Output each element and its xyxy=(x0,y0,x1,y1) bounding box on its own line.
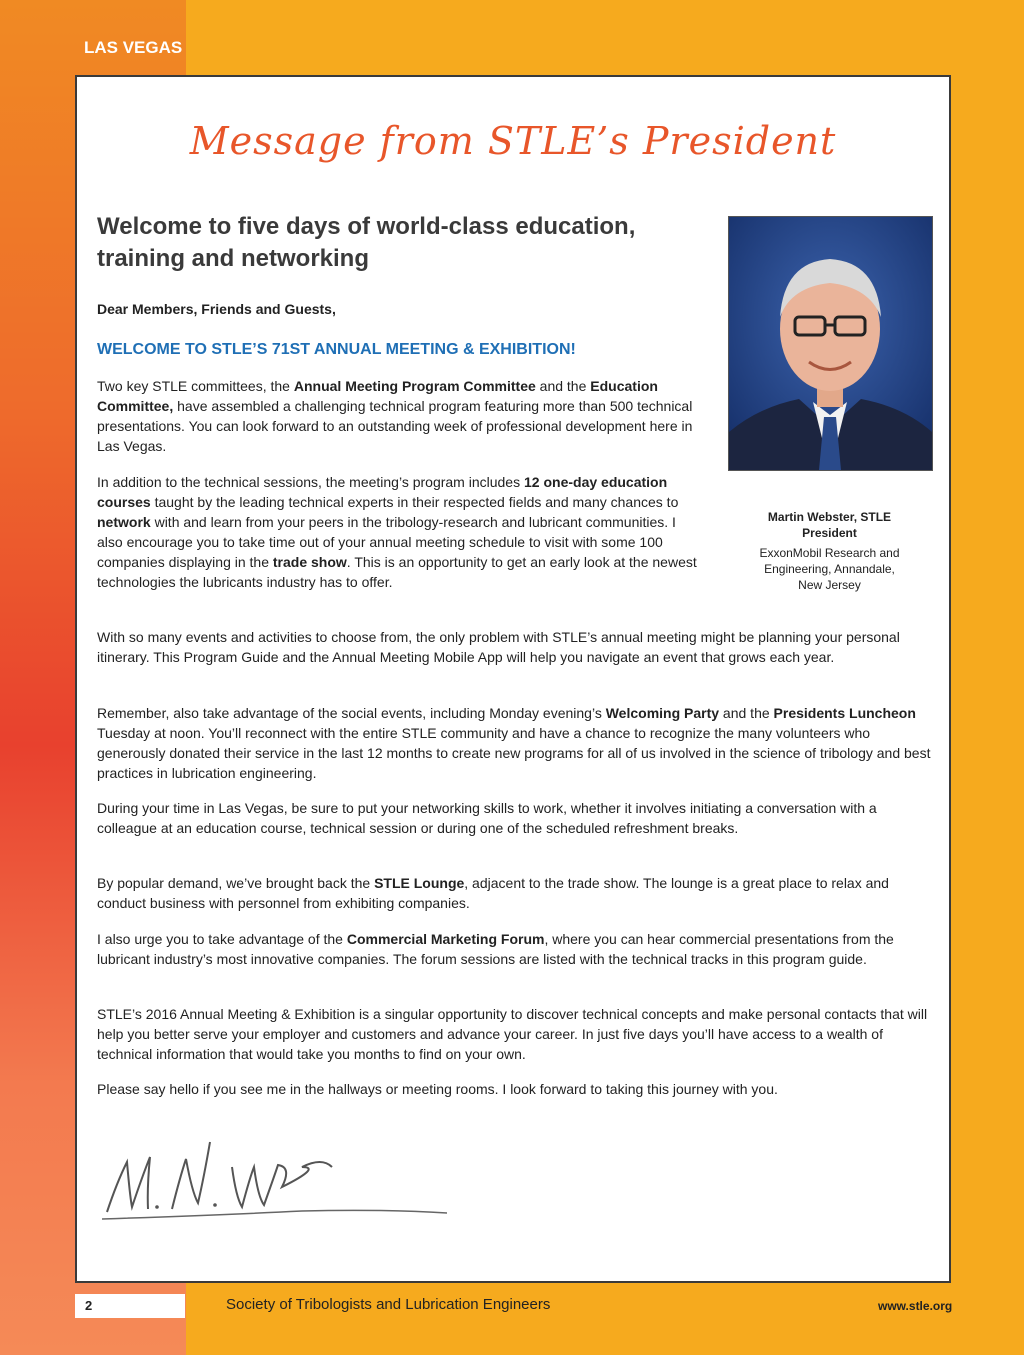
headline-line-1: Welcome to five days of world-class education, xyxy=(97,213,636,240)
salutation: Dear Members, Friends and Guests, xyxy=(97,301,336,317)
paragraph-5: During your time in Las Vegas, be sure to put your networking skills to work, whether it involves initiating a conversation with a colleague at an education course, technical session or during one of the scheduled refreshment breaks. xyxy=(97,800,877,836)
signature xyxy=(102,1137,482,1247)
headline-line-2: training and networking xyxy=(97,245,370,272)
caption-affiliation: ExxonMobil Research and Engineering, Annandale, New Jersey xyxy=(759,546,900,592)
paragraph-3: With so many events and activities to choose from, the only problem with STLE’s annual meeting might be planning your personal itinerary. This Program Guide and the Annual Meeting Mobile App will help you navigate an event that grows each year. xyxy=(97,629,900,665)
caption-name: Martin Webster, STLE xyxy=(767,510,892,524)
paragraph-7: I also urge you to take advantage of the Commercial Marketing Forum, where you can hear commercial presentations from the lubricant industry’s most innovative companies. The forum sessions are listed with the technical tracks in this program guide. xyxy=(97,931,894,967)
photo-caption xyxy=(728,509,931,593)
page-number: 2 xyxy=(75,1294,185,1318)
president-photo xyxy=(728,216,933,471)
paragraph-4: Remember, also take advantage of the social events, including Monday evening’s Welcoming Party and the Presidents Luncheon Tuesday at noon. You’ll reconnect with the entire STLE community and have a chance to recognize the many volunteers who generously donated their service in the last 12 months to create new programs for all of us involved in the science of tribology and best practices in lubrication engineering. xyxy=(97,705,931,781)
headline xyxy=(97,211,717,275)
page-title: Message from STLE’s President xyxy=(189,119,837,163)
footer-url[interactable]: www.stle.org xyxy=(878,1299,953,1313)
caption-role: President xyxy=(802,526,857,540)
content-panel xyxy=(75,75,951,1283)
paragraph-9: Please say hello if you see me in the hallways or meeting rooms. I look forward to taking this journey with you. xyxy=(97,1081,778,1097)
paragraph-8: STLE’s 2016 Annual Meeting & Exhibition is a singular opportunity to discover technical concepts and make personal contacts that will help you better serve your employer and customers and advance your career. In just five days you’ll have access to a wealth of technical information that would take you months to find on your own. xyxy=(97,1006,928,1062)
paragraph-2: In addition to the technical sessions, the meeting’s program includes 12 one-day education courses taught by the leading technical experts in their respected fields and many chances to network with and learn from your peers in the tribology-research and lubricant communities. I also encourage you to take time out of your annual meeting schedule to visit with some 100 companies displaying in the trade show. This is an opportunity to get an early look at the newest technologies the lubricants industry has to offer. xyxy=(97,474,697,590)
welcome-heading: WELCOME TO STLE’S 71ST ANNUAL MEETING & EXHIBITION! xyxy=(97,341,576,358)
section-label: LAS VEGAS xyxy=(84,38,183,57)
paragraph-1: Two key STLE committees, the Annual Meeting Program Committee and the Education Committee, have assembled a challenging technical program featuring more than 500 technical presentations. You can look forward to an outstanding week of professional development here in Las Vegas. xyxy=(97,378,693,454)
footer-organization: Society of Tribologists and Lubrication Engineers xyxy=(226,1296,551,1313)
paragraph-6: By popular demand, we’ve brought back the STLE Lounge, adjacent to the trade show. The lounge is a great place to relax and conduct business with personnel from exhibiting companies. xyxy=(97,875,889,911)
